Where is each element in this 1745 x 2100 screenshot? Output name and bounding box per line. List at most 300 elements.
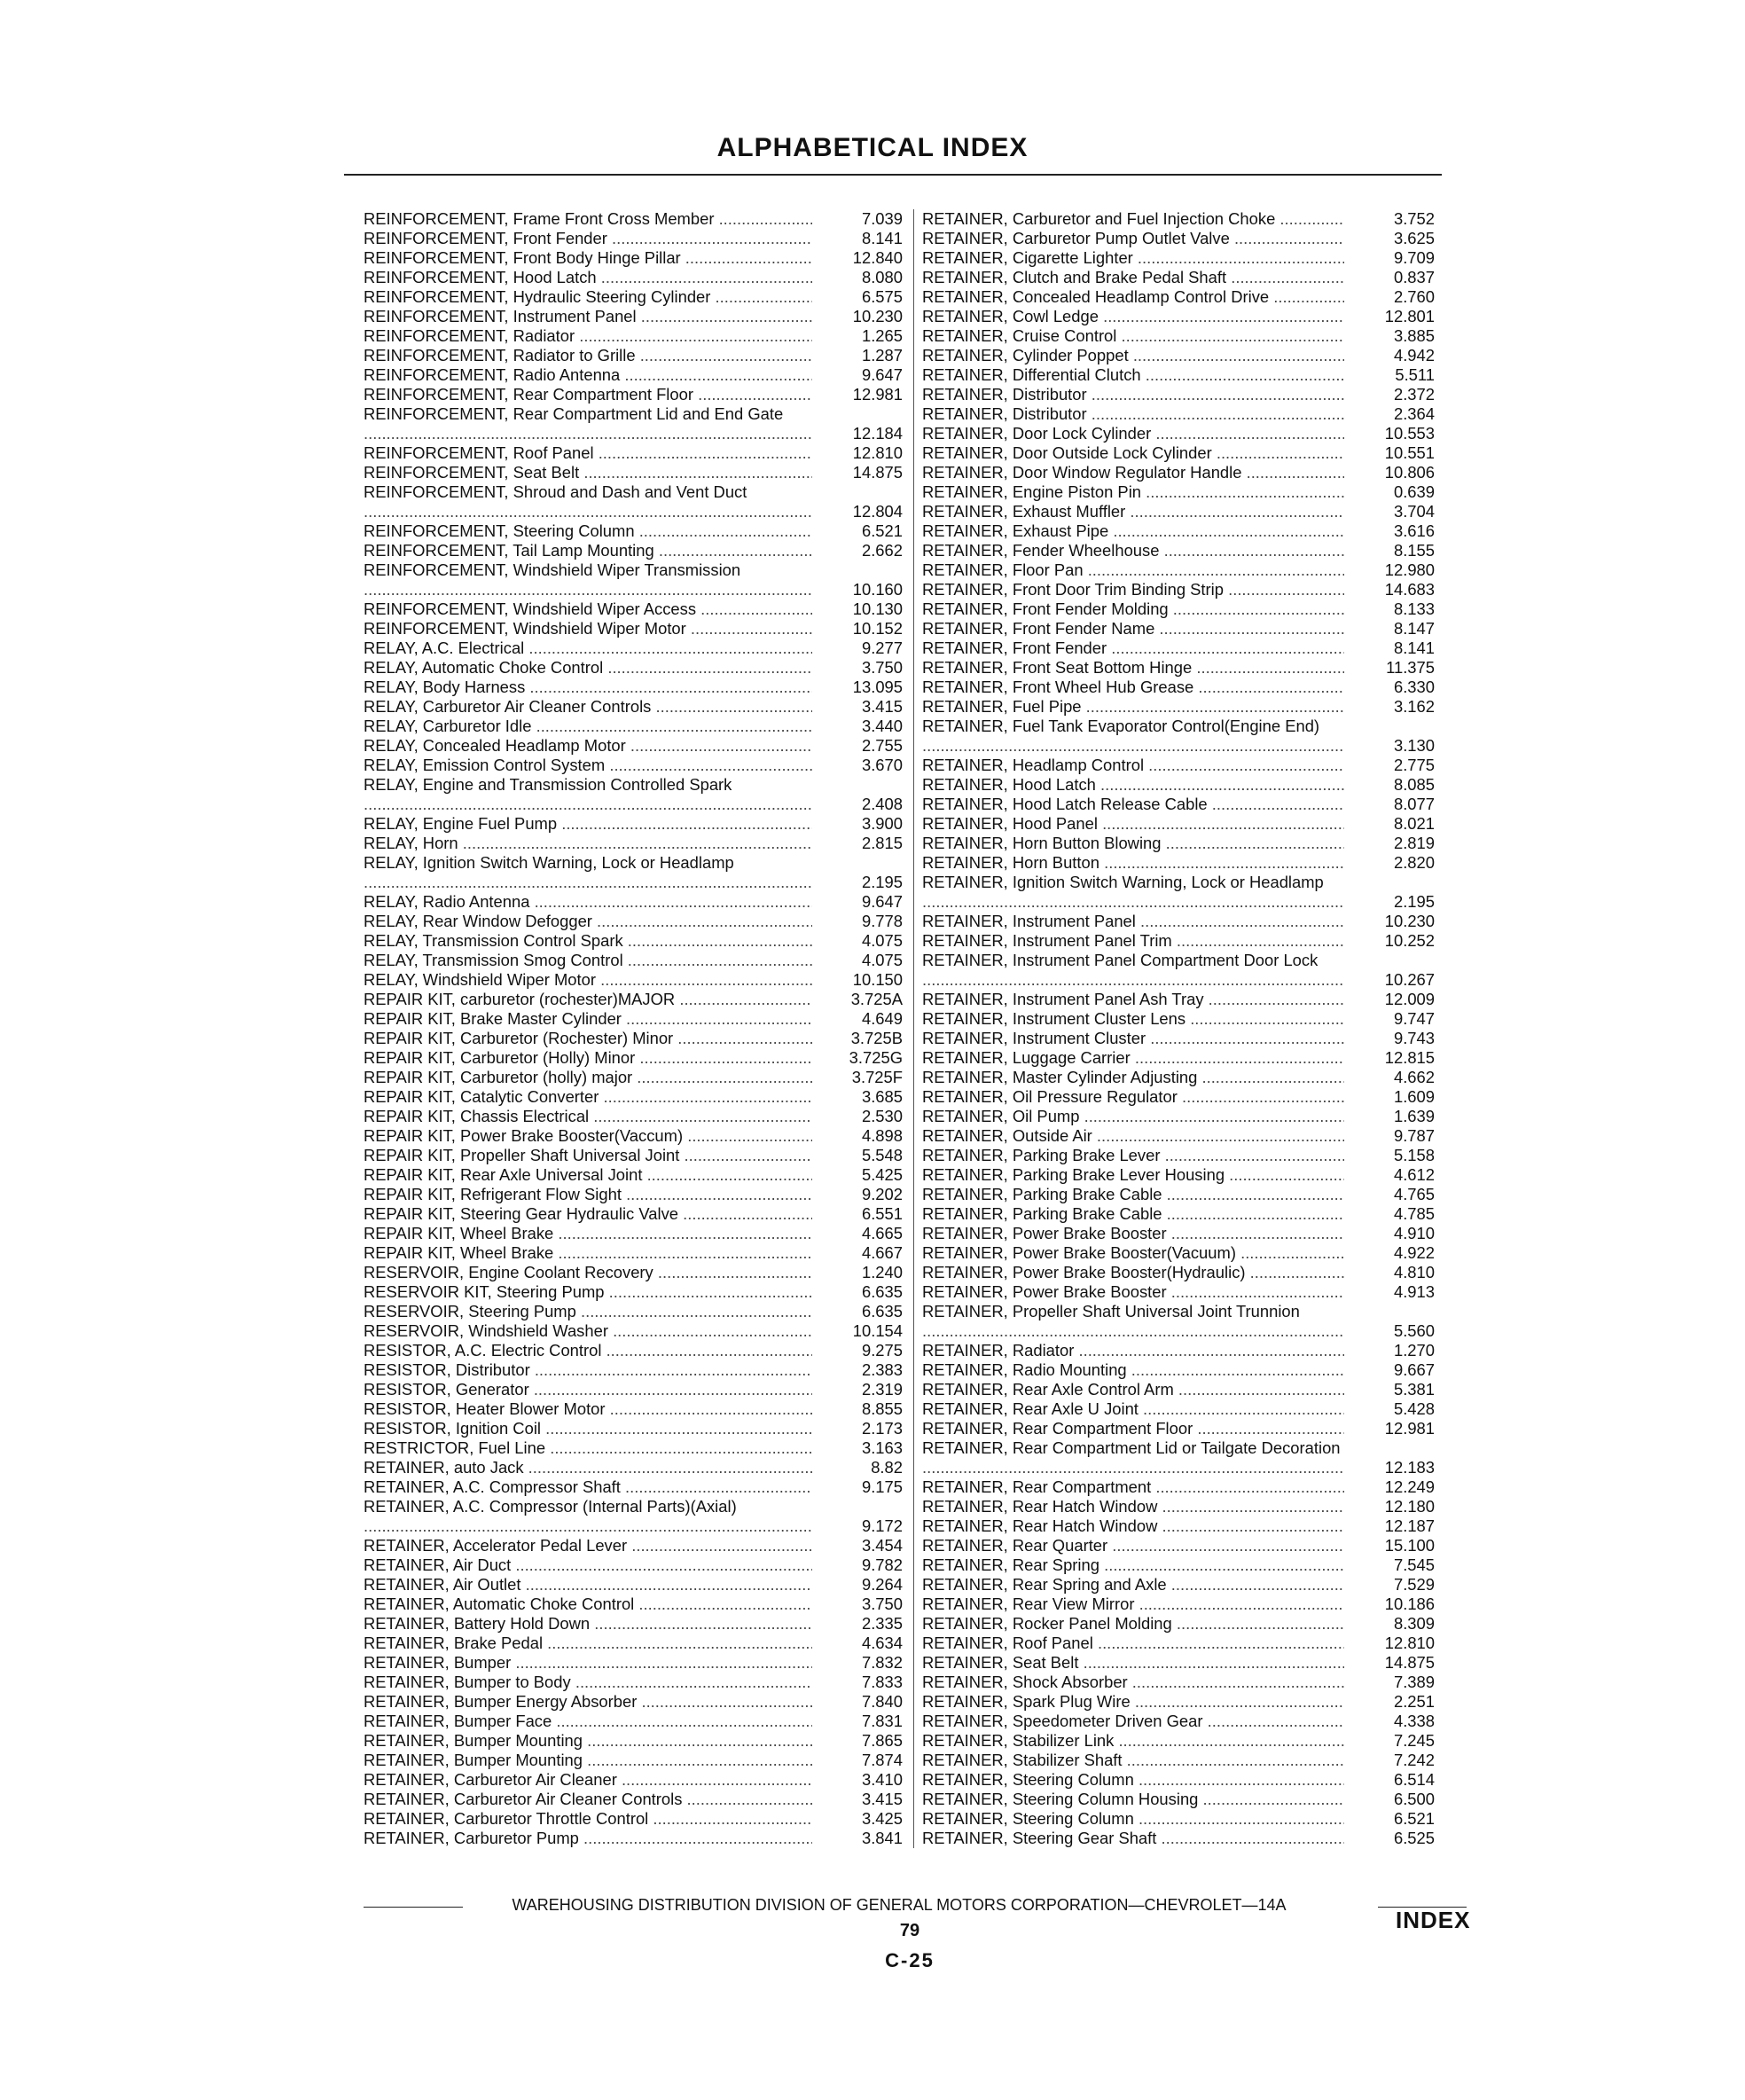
- index-entry-number: 13.095: [852, 678, 903, 696]
- index-entry: [364, 599, 903, 619]
- index-entry-number: 14.875: [1384, 1653, 1435, 1672]
- index-entry-number: 4.810: [1393, 1263, 1435, 1281]
- index-entry-name: RETAINER, Differential Clutch .....: [922, 365, 1344, 385]
- index-entry-number: 9.175: [861, 1477, 903, 1496]
- index-entry-number: 8.080: [861, 268, 903, 286]
- index-entry: [922, 1185, 1435, 1204]
- index-entry: [922, 717, 1435, 756]
- index-entry: [922, 502, 1435, 521]
- index-entry-name: RETAINER, Parking Brake Lever .....: [922, 1146, 1344, 1165]
- index-entry: [922, 1419, 1435, 1438]
- index-entry-number: 1.287: [861, 346, 903, 364]
- index-entry: [364, 1399, 903, 1419]
- index-entry-number: 12.184: [852, 424, 903, 443]
- index-entry-number: 9.277: [861, 639, 903, 657]
- index-entry-number: 3.685: [861, 1087, 903, 1106]
- index-entry-number: 6.525: [1393, 1829, 1435, 1847]
- index-entry: [922, 541, 1435, 560]
- index-entry-name: RETAINER, Front Fender Molding .....: [922, 599, 1344, 619]
- index-entry-number: 2.820: [1393, 853, 1435, 872]
- index-entry-number: 2.530: [861, 1107, 903, 1125]
- index-entry-number: 1.265: [861, 326, 903, 345]
- index-entry: [364, 736, 903, 756]
- index-entry-name: RETAINER, Seat Belt .....: [922, 1653, 1344, 1673]
- index-entry-number: 2.755: [861, 736, 903, 755]
- index-entry-number: 10.230: [852, 307, 903, 325]
- page-title: ALPHABETICAL INDEX: [716, 133, 1029, 162]
- index-entry-number: 9.275: [861, 1341, 903, 1360]
- index-entry: [922, 951, 1435, 990]
- index-entry-name: REPAIR KIT, Carburetor (Rochester) Minor .....: [364, 1029, 812, 1048]
- index-entry-name: REINFORCEMENT, Rear Compartment Floor .....: [364, 385, 812, 404]
- index-entry-name: RELAY, Concealed Headlamp Motor .....: [364, 736, 812, 756]
- index-entry-name: REINFORCEMENT, Windshield Wiper Motor .....: [364, 619, 812, 639]
- index-entry: [364, 912, 903, 931]
- index-entry-name: RETAINER, Distributor .....: [922, 385, 1344, 404]
- index-entry-number: 12.801: [1384, 307, 1435, 325]
- index-entry: [922, 1380, 1435, 1399]
- index-entry: [922, 443, 1435, 463]
- index-entry: [922, 424, 1435, 443]
- index-entry-name: REPAIR KIT, Brake Master Cylinder .....: [364, 1009, 812, 1029]
- index-entry: [922, 1438, 1435, 1477]
- index-entry-name: RETAINER, Air Duct .....: [364, 1555, 812, 1575]
- index-entry-name: RETAINER, Cruise Control .....: [922, 326, 1344, 346]
- index-entry-name: RELAY, Engine Fuel Pump .....: [364, 814, 812, 834]
- index-entry-number: 2.195: [861, 873, 903, 891]
- index-entry-name: RELAY, Automatic Choke Control .....: [364, 658, 812, 678]
- index-entry-number: 8.021: [1393, 814, 1435, 833]
- index-entry-number: 1.240: [861, 1263, 903, 1281]
- index-entry-number: 8.147: [1393, 619, 1435, 638]
- index-entry-number: 3.163: [861, 1438, 903, 1457]
- index-entry-name: RETAINER, Hood Latch Release Cable .....: [922, 795, 1344, 814]
- index-entry-name: RESERVOIR KIT, Steering Pump .....: [364, 1282, 812, 1302]
- index-entry: [364, 814, 903, 834]
- index-entry-number: 2.364: [1393, 404, 1435, 423]
- index-entry-number: 6.635: [861, 1282, 903, 1301]
- index-entry-name: RESERVOIR, Windshield Washer .....: [364, 1321, 812, 1341]
- index-entry: [364, 1087, 903, 1107]
- index-entry-number: 6.551: [861, 1204, 903, 1223]
- index-entry-name: RETAINER, Instrument Panel Ash Tray .....: [922, 990, 1344, 1009]
- index-entry-number: 2.335: [861, 1614, 903, 1633]
- index-entry-number: 2.173: [861, 1419, 903, 1438]
- index-entry-number: 10.551: [1384, 443, 1435, 462]
- index-entry-name: RETAINER, Engine Piston Pin .....: [922, 482, 1344, 502]
- index-entry-number: 10.186: [1384, 1595, 1435, 1613]
- index-entry-number: 5.381: [1393, 1380, 1435, 1399]
- index-entry: [922, 1107, 1435, 1126]
- index-entry-number: 1.270: [1393, 1341, 1435, 1360]
- index-entry-name: REPAIR KIT, Refrigerant Flow Sight .....: [364, 1185, 812, 1204]
- index-entry-name: RELAY, Body Harness .....: [364, 678, 812, 697]
- index-entry-name: RETAINER, Parking Brake Cable .....: [922, 1185, 1344, 1204]
- index-entry-name: RELAY, Engine and Transmission Controlled Spark .....: [364, 775, 812, 814]
- index-entry: [364, 1673, 903, 1692]
- index-entry: [364, 1555, 903, 1575]
- index-entry-name: RETAINER, Horn Button .....: [922, 853, 1344, 873]
- index-entry: [922, 365, 1435, 385]
- index-entry-name: RETAINER, Power Brake Booster(Hydraulic) .....: [922, 1263, 1344, 1282]
- index-entry: [364, 365, 903, 385]
- index-entry-number: 3.415: [861, 697, 903, 716]
- index-entry-name: RETAINER, auto Jack .....: [364, 1458, 812, 1477]
- index-entry: [364, 346, 903, 365]
- index-entry: [364, 287, 903, 307]
- index-entry: [922, 521, 1435, 541]
- index-entry: [922, 463, 1435, 482]
- index-entry-number: 10.230: [1384, 912, 1435, 930]
- index-entry: [922, 853, 1435, 873]
- index-entry: [364, 1751, 903, 1770]
- index-entry: [364, 1790, 903, 1809]
- index-entry-name: RESISTOR, Generator .....: [364, 1380, 812, 1399]
- index-entry: [922, 912, 1435, 931]
- index-entry-number: 8.133: [1393, 599, 1435, 618]
- index-entry-number: 2.662: [861, 541, 903, 560]
- index-entry-name: RETAINER, Instrument Panel .....: [922, 912, 1344, 931]
- index-entry: [364, 541, 903, 560]
- index-entry-number: 2.760: [1393, 287, 1435, 306]
- index-entry-name: REPAIR KIT, Carburetor (holly) major .....: [364, 1068, 812, 1087]
- index-entry: [922, 1712, 1435, 1731]
- index-entry: [922, 1614, 1435, 1634]
- index-entry: [922, 1809, 1435, 1829]
- index-entry: [364, 482, 903, 521]
- index-entry: [364, 326, 903, 346]
- index-entry-number: 2.819: [1393, 834, 1435, 852]
- index-entry-name: REPAIR KIT, Catalytic Converter .....: [364, 1087, 812, 1107]
- index-entry-name: RETAINER, Door Outside Lock Cylinder .....: [922, 443, 1344, 463]
- index-entry: [922, 1341, 1435, 1360]
- index-entry-number: 6.575: [861, 287, 903, 306]
- index-entry-number: 3.415: [861, 1790, 903, 1808]
- index-entry-number: 4.785: [1393, 1204, 1435, 1223]
- index-entry-name: RETAINER, Concealed Headlamp Control Drive .....: [922, 287, 1344, 307]
- index-entry-name: RETAINER, Instrument Cluster .....: [922, 1029, 1344, 1048]
- index-entry: [364, 463, 903, 482]
- index-entry-number: 3.885: [1393, 326, 1435, 345]
- index-entry-name: RETAINER, Fender Wheelhouse .....: [922, 541, 1344, 560]
- index-entry-name: RETAINER, Bumper Face .....: [364, 1712, 812, 1731]
- index-entry-number: 3.725A: [850, 990, 903, 1008]
- index-entry-name: RELAY, A.C. Electrical .....: [364, 639, 812, 658]
- index-entry-number: 7.039: [861, 209, 903, 228]
- index-entry-number: 2.251: [1393, 1692, 1435, 1711]
- index-entry-number: 1.609: [1393, 1087, 1435, 1106]
- index-entry-number: 10.252: [1384, 931, 1435, 950]
- index-entry-name: REPAIR KIT, Chassis Electrical .....: [364, 1107, 812, 1126]
- index-entry: [922, 1224, 1435, 1243]
- index-entry: [922, 1497, 1435, 1516]
- index-entry: [364, 931, 903, 951]
- index-entry: [364, 1048, 903, 1068]
- index-entry-number: 0.837: [1393, 268, 1435, 286]
- index-entry-number: 2.319: [861, 1380, 903, 1399]
- index-entry-number: 9.264: [861, 1575, 903, 1594]
- index-entry-number: 6.635: [861, 1302, 903, 1320]
- page-number: 79: [899, 1921, 920, 1940]
- index-entry: [364, 1360, 903, 1380]
- index-entry-number: 12.981: [1384, 1419, 1435, 1438]
- index-column-right: [922, 209, 1435, 1848]
- index-entry: [922, 1165, 1435, 1185]
- index-entry-name: RETAINER, Carburetor Air Cleaner .....: [364, 1770, 812, 1790]
- index-entry-number: 15.100: [1384, 1536, 1435, 1555]
- section-code: C-25: [885, 1949, 935, 1971]
- index-entry-name: RELAY, Emission Control System .....: [364, 756, 812, 775]
- index-entry: [364, 1009, 903, 1029]
- index-entry-number: 3.725B: [850, 1029, 903, 1047]
- index-entry-name: RETAINER, Front Seat Bottom Hinge .....: [922, 658, 1344, 678]
- index-entry-number: 11.375: [1386, 658, 1435, 677]
- index-entry-number: 2.372: [1393, 385, 1435, 404]
- index-entry: [364, 639, 903, 658]
- index-entry: [364, 1770, 903, 1790]
- index-entry-number: 3.750: [861, 658, 903, 677]
- index-entry-name: REPAIR KIT, carburetor (rochester)MAJOR .....: [364, 990, 812, 1009]
- index-entry: [364, 775, 903, 814]
- index-entry-number: 4.922: [1393, 1243, 1435, 1262]
- index-entry: [364, 1653, 903, 1673]
- index-entry-name: REPAIR KIT, Rear Axle Universal Joint .....: [364, 1165, 812, 1185]
- index-entry-number: 3.725F: [851, 1068, 903, 1086]
- index-entry-name: RETAINER, Steering Gear Shaft .....: [922, 1829, 1344, 1848]
- index-entry: [922, 1536, 1435, 1555]
- index-entry-number: 8.085: [1393, 775, 1435, 794]
- index-entry: [364, 1224, 903, 1243]
- index-entry-name: RETAINER, Power Brake Booster .....: [922, 1282, 1344, 1302]
- index-entry-name: RETAINER, Front Door Trim Binding Strip .....: [922, 580, 1344, 599]
- index-entry: [922, 775, 1435, 795]
- index-entry-name: REINFORCEMENT, Shroud and Dash and Vent Duct .....: [364, 482, 812, 521]
- index-entry-name: REINFORCEMENT, Steering Column .....: [364, 521, 812, 541]
- index-entry: [364, 1282, 903, 1302]
- index-entry-number: 4.665: [861, 1224, 903, 1242]
- index-entry: [364, 1829, 903, 1848]
- index-entry-number: 3.440: [861, 717, 903, 735]
- index-entry-name: RELAY, Windshield Wiper Motor .....: [364, 970, 812, 990]
- column-divider: [913, 209, 914, 1848]
- index-entry-number: 7.831: [861, 1712, 903, 1730]
- index-entry: [364, 1614, 903, 1634]
- index-entry-name: RETAINER, Rear Compartment .....: [922, 1477, 1344, 1497]
- index-entry: [922, 1263, 1435, 1282]
- index-entry-number: 12.840: [852, 248, 903, 267]
- index-entry-number: 9.747: [1393, 1009, 1435, 1028]
- index-entry-number: 2.195: [1393, 892, 1435, 911]
- index-entry-number: 6.514: [1393, 1770, 1435, 1789]
- index-entry-name: RESISTOR, Heater Blower Motor .....: [364, 1399, 812, 1419]
- index-entry: [922, 697, 1435, 717]
- index-entry-number: 8.82: [871, 1458, 903, 1477]
- index-entry-number: 3.425: [861, 1809, 903, 1828]
- index-entry-number: 2.408: [861, 795, 903, 813]
- index-entry-number: 12.249: [1384, 1477, 1435, 1496]
- index-entry-number: 3.130: [1393, 736, 1435, 755]
- index-entry-number: 6.521: [861, 521, 903, 540]
- index-entry-number: 6.521: [1393, 1809, 1435, 1828]
- index-entry-number: 14.683: [1384, 580, 1435, 599]
- index-entry-number: 4.910: [1393, 1224, 1435, 1242]
- index-column-left: [364, 209, 903, 1848]
- index-entry-name: RESERVOIR, Engine Coolant Recovery .....: [364, 1263, 812, 1282]
- index-entry-name: RETAINER, Carburetor and Fuel Injection Choke .....: [922, 209, 1344, 229]
- index-entry-number: 7.874: [861, 1751, 903, 1769]
- index-entry-number: 7.389: [1393, 1673, 1435, 1691]
- index-entry: [922, 1692, 1435, 1712]
- index-entry-number: 12.187: [1384, 1516, 1435, 1535]
- index-entry: [922, 209, 1435, 229]
- index-entry-name: RESISTOR, Ignition Coil .....: [364, 1419, 812, 1438]
- index-entry: [364, 1809, 903, 1829]
- index-entry-name: REINFORCEMENT, Seat Belt .....: [364, 463, 812, 482]
- index-entry: [364, 1477, 903, 1497]
- index-entry-name: RETAINER, Power Brake Booster .....: [922, 1224, 1344, 1243]
- index-entry-name: REINFORCEMENT, Hydraulic Steering Cylinder .....: [364, 287, 812, 307]
- index-entry-number: 3.750: [861, 1595, 903, 1613]
- index-entry-name: RETAINER, A.C. Compressor Shaft .....: [364, 1477, 812, 1497]
- index-entry-number: 12.810: [1384, 1634, 1435, 1652]
- index-entry: [364, 990, 903, 1009]
- index-entry-name: REINFORCEMENT, Tail Lamp Mounting .....: [364, 541, 812, 560]
- index-entry-number: 12.815: [1384, 1048, 1435, 1067]
- index-entry-name: RETAINER, Carburetor Throttle Control .....: [364, 1809, 812, 1829]
- index-entry: [364, 678, 903, 697]
- index-entry-number: 12.009: [1384, 990, 1435, 1008]
- index-entry-number: 3.725G: [849, 1048, 903, 1067]
- index-entry-number: 8.855: [861, 1399, 903, 1418]
- index-entry-name: RETAINER, Clutch and Brake Pedal Shaft .....: [922, 268, 1344, 287]
- index-entry-number: 2.775: [1393, 756, 1435, 774]
- index-entry: [922, 1595, 1435, 1614]
- index-entry-number: 5.158: [1393, 1146, 1435, 1164]
- index-entry-number: 5.425: [861, 1165, 903, 1184]
- index-entry: [364, 1165, 903, 1185]
- index-entry: [922, 1751, 1435, 1770]
- index-entry-name: REPAIR KIT, Power Brake Booster(Vaccum) .....: [364, 1126, 812, 1146]
- index-entry-number: 12.183: [1384, 1458, 1435, 1477]
- index-entry-number: 5.428: [1393, 1399, 1435, 1418]
- index-entry: [364, 268, 903, 287]
- index-entry: [364, 951, 903, 970]
- index-entry: [364, 697, 903, 717]
- index-entry-name: RELAY, Carburetor Idle .....: [364, 717, 812, 736]
- index-entry-name: RETAINER, Bumper Mounting .....: [364, 1731, 812, 1751]
- index-entry-name: RETAINER, Headlamp Control .....: [922, 756, 1344, 775]
- index-entry: [922, 346, 1435, 365]
- index-entry-number: 10.150: [852, 970, 903, 989]
- index-entry-number: 10.267: [1384, 970, 1435, 989]
- index-entry: [922, 814, 1435, 834]
- index-entry: [922, 1009, 1435, 1029]
- index-entry-number: 10.806: [1384, 463, 1435, 482]
- index-entry: [364, 1692, 903, 1712]
- index-entry: [922, 287, 1435, 307]
- index-entry-name: RETAINER, Rear Compartment Lid or Tailgate Decoration .....: [922, 1438, 1344, 1477]
- index-entry-number: 9.647: [861, 892, 903, 911]
- index-entry-name: RESTRICTOR, Fuel Line .....: [364, 1438, 812, 1458]
- index-entry: [922, 619, 1435, 639]
- index-entry-name: RETAINER, Rear Spring .....: [922, 1555, 1344, 1575]
- index-entry: [922, 385, 1435, 404]
- index-entry-name: RETAINER, Roof Panel .....: [922, 1634, 1344, 1653]
- index-entry-name: RETAINER, Rocker Panel Molding .....: [922, 1614, 1344, 1634]
- index-entry-name: REPAIR KIT, Propeller Shaft Universal Joint .....: [364, 1146, 812, 1165]
- index-entry-number: 4.338: [1393, 1712, 1435, 1730]
- index-entry-name: RELAY, Horn .....: [364, 834, 812, 853]
- index-entry: [364, 229, 903, 248]
- index-entry-name: RETAINER, Rear Quarter .....: [922, 1536, 1344, 1555]
- index-entry-name: RETAINER, Rear Compartment Floor .....: [922, 1419, 1344, 1438]
- index-entry-number: 7.242: [1393, 1751, 1435, 1769]
- index-entry-number: 4.662: [1393, 1068, 1435, 1086]
- index-entry-name: RETAINER, Instrument Panel Compartment Door Lock .....: [922, 951, 1344, 990]
- index-entry-name: RETAINER, Brake Pedal .....: [364, 1634, 812, 1653]
- index-entry-name: REINFORCEMENT, Radio Antenna .....: [364, 365, 812, 385]
- index-entry-number: 7.833: [861, 1673, 903, 1691]
- index-entry: [364, 1126, 903, 1146]
- index-entry-number: 12.804: [852, 502, 903, 521]
- index-entry: [922, 1360, 1435, 1380]
- index-entry-name: RELAY, Rear Window Defogger .....: [364, 912, 812, 931]
- index-entry-number: 4.612: [1393, 1165, 1435, 1184]
- index-label: INDEX: [1396, 1907, 1471, 1933]
- index-entry-number: 1.639: [1393, 1107, 1435, 1125]
- index-entry: [364, 1380, 903, 1399]
- index-entry-number: 0.639: [1393, 482, 1435, 501]
- index-entry-name: RETAINER, Steering Column .....: [922, 1770, 1344, 1790]
- index-entry-number: 9.787: [1393, 1126, 1435, 1145]
- index-entry-name: RESERVOIR, Steering Pump .....: [364, 1302, 812, 1321]
- index-entry-number: 3.841: [861, 1829, 903, 1847]
- index-entry-name: RETAINER, Parking Brake Lever Housing .....: [922, 1165, 1344, 1185]
- index-entry-number: 4.765: [1393, 1185, 1435, 1203]
- index-entry: [364, 1575, 903, 1595]
- index-entry-name: RETAINER, Automatic Choke Control .....: [364, 1595, 812, 1614]
- index-entry-name: REINFORCEMENT, Roof Panel .....: [364, 443, 812, 463]
- index-entry: [922, 658, 1435, 678]
- index-entry: [364, 853, 903, 892]
- index-entry-number: 5.560: [1393, 1321, 1435, 1340]
- index-entry-name: REINFORCEMENT, Radiator to Grille .....: [364, 346, 812, 365]
- index-entry: [922, 756, 1435, 775]
- index-entry-number: 6.500: [1393, 1790, 1435, 1808]
- index-entry-name: RETAINER, Cylinder Poppet .....: [922, 346, 1344, 365]
- index-entry: [364, 834, 903, 853]
- index-entry: [922, 678, 1435, 697]
- index-entry: [922, 1790, 1435, 1809]
- index-entry: [364, 1634, 903, 1653]
- index-entry-number: 3.625: [1393, 229, 1435, 247]
- index-entry: [922, 580, 1435, 599]
- index-entry: [922, 1204, 1435, 1224]
- index-entry: [364, 1458, 903, 1477]
- index-entry-number: 10.154: [852, 1321, 903, 1340]
- index-entry-number: 10.553: [1384, 424, 1435, 443]
- index-entry: [922, 404, 1435, 424]
- index-entry: [364, 307, 903, 326]
- index-entry-number: 12.810: [852, 443, 903, 462]
- index-entry: [922, 1516, 1435, 1536]
- index-entry-name: RETAINER, Power Brake Booster(Vacuum) .....: [922, 1243, 1344, 1263]
- index-entry-number: 3.704: [1393, 502, 1435, 521]
- index-entry: [922, 1087, 1435, 1107]
- index-entry-name: RETAINER, Steering Column Housing .....: [922, 1790, 1344, 1809]
- index-entry: [922, 1653, 1435, 1673]
- index-entry: [922, 834, 1435, 853]
